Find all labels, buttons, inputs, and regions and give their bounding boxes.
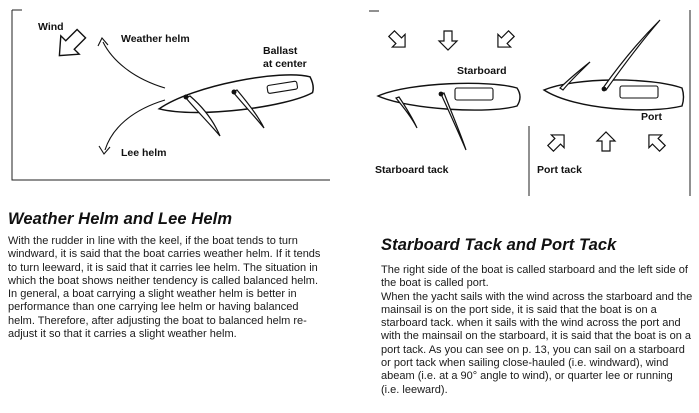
helm-diagram: [0, 0, 335, 200]
weather-helm-arrow: [103, 42, 165, 88]
lee-helm-arrow: [105, 100, 165, 150]
port-tack-label: Port tack: [537, 164, 582, 176]
tack-diagram: [369, 0, 699, 205]
starboard-tack-label: Starboard tack: [375, 164, 449, 176]
weather-helm-label: Weather helm: [121, 33, 190, 45]
lee-helm-label: Lee helm: [121, 147, 167, 159]
tack-paragraph-1: The right side of the boat is called starboard and the left side of the boat is called port.: [381, 264, 688, 290]
port-label: Port: [641, 111, 662, 123]
wind-label: Wind: [38, 21, 64, 33]
tack-text: [381, 264, 693, 397]
tack-paragraph-2: When the yacht sails with the wind across the starboard and the mainsail is on the port side, it is said that the boat is on a starboard tack. when it sails with the wind across the port and with the mainsail on the starboard, it is said that the boat is on a port tack. As you can see on p. 13, you can sail on a starboard or port tack when sailing close-hauled (i.e. windward), wind abeam (i.e. at a 90° angle to wind), or quarter lee or running (i.e. leeward).: [381, 290, 693, 396]
starboard-label: Starboard: [457, 65, 507, 77]
wind-arrow-icon: [492, 27, 518, 53]
ballast-label: Ballast: [263, 45, 298, 57]
wind-arrow-icon: [544, 129, 570, 155]
wind-arrow-icon: [385, 27, 411, 53]
wind-arrow-icon: [439, 31, 457, 50]
port-tack-main: [603, 20, 660, 90]
weather-helm-paragraph-1: With the rudder in line with the keel, if the boat tends to turn windward, it is said that the boat carries weather helm. If it tends to turn leeward, it is said that it carries lee helm. The situation in which the boat shows neither tendency is called balanced helm.: [8, 235, 321, 287]
wind-arrow-icon: [643, 129, 669, 155]
weather-helm-paragraph-2: In general, a boat carrying a slight weather helm is better in performance than one carrying lee helm or having balanced helm. Therefore, after adjusting the boat to balanced helm re-adjust it so that it carries a slight weather helm.: [8, 288, 307, 341]
weather-helm-heading: Weather Helm and Lee Helm: [8, 210, 233, 228]
weather-helm-text: [8, 235, 326, 341]
tack-heading: Starboard Tack and Port Tack: [381, 236, 617, 254]
ballast-label-line2: at center: [263, 58, 307, 70]
wind-arrow-icon: [597, 132, 615, 151]
